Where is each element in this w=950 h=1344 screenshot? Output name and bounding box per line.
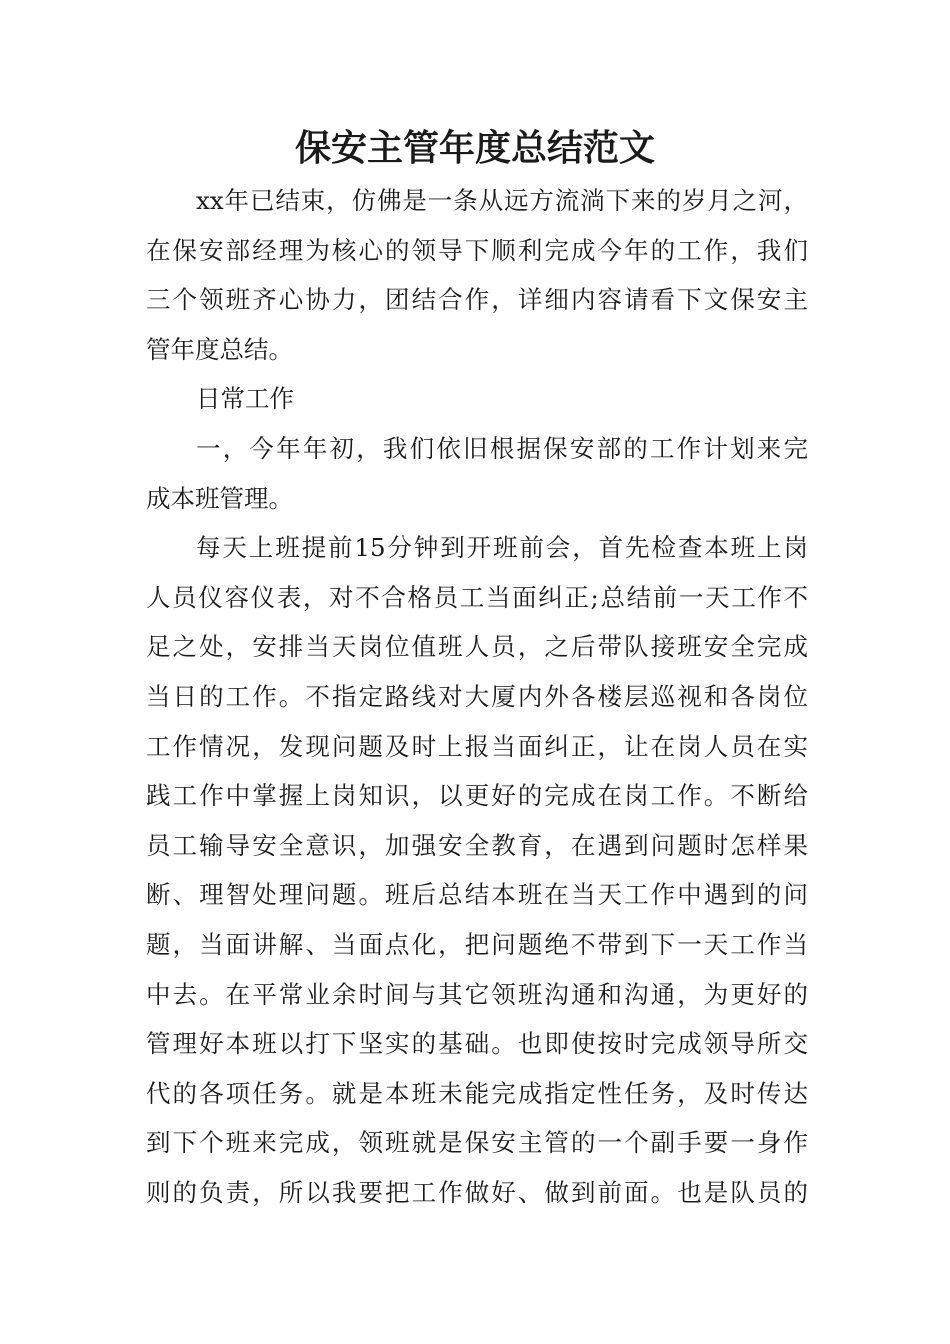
body-line: 中去。在平常业余时间与其它领班沟通和沟通，为更好的 [146,979,808,1009]
body-line: 到下个班来完成，领班就是保安主管的一个副手要一身作 [146,1128,808,1158]
body-line: 足之处，安排当天岗位值班人员，之后带队接班安全完成 [146,632,808,662]
body-line: 三个领班齐心协力，团结合作，详细内容请看下文保安主 [146,285,808,315]
document-title: 保安主管年度总结范文 [294,128,655,169]
body-line: 当日的工作。不指定路线对大厦内外各楼层巡视和各岗位 [146,681,808,711]
body-line: 则的负责，所以我要把工作做好、做到前面。也是队员的 [146,1177,808,1207]
body-line: 每天上班提前15分钟到开班前会，首先检查本班上岗 [196,533,808,563]
document-body [146,176,808,1217]
body-line: 题，当面讲解、当面点化，把问题绝不带到下一天工作当 [146,929,808,959]
body-line: 管年度总结。 [146,334,293,364]
body-line: 一，今年年初，我们依旧根据保安部的工作计划来完 [196,433,808,463]
body-line: 日常工作 [196,384,294,414]
body-line: 践工作中掌握上岗知识，以更好的完成在岗工作。不断给 [146,781,808,811]
body-line: 工作情况，发现问题及时上报当面纠正，让在岗人员在实 [146,731,808,761]
body-line: 代的各项任务。就是本班未能完成指定性任务，及时传达 [146,1078,808,1108]
body-line: 人员仪容仪表，对不合格员工当面纠正;总结前一天工作不 [146,582,808,612]
body-line: 管理好本班以打下坚实的基础。也即使按时完成领导所交 [146,1029,808,1059]
body-line: xx年已结束，仿佛是一条从远方流淌下来的岁月之河， [196,186,808,215]
body-line: 断、理智处理问题。班后总结本班在当天工作中遇到的问 [146,880,808,910]
body-line: 在保安部经理为核心的领导下顺利完成今年的工作，我们 [146,235,808,265]
body-line: 成本班管理。 [146,483,293,513]
body-line: 员工输导安全意识，加强安全教育，在遇到问题时怎样果 [146,830,808,860]
